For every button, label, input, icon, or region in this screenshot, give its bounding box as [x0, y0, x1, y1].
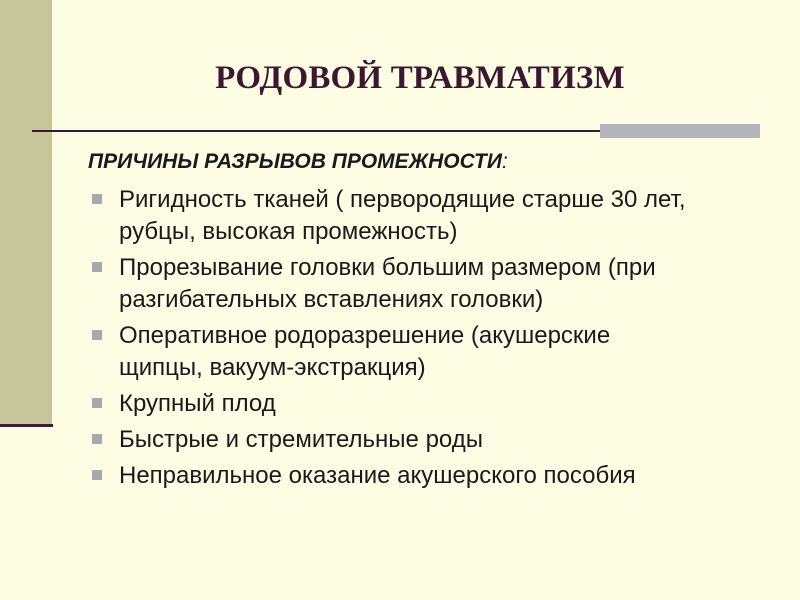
bullet-item	[88, 424, 778, 456]
square-bullet-icon	[92, 398, 102, 408]
bullet-text-line-2: щипцы, вакуум-экстракция)	[119, 354, 426, 381]
bullet-list	[88, 184, 778, 496]
bullet-item	[88, 460, 778, 492]
bullet-text-line-1: Оперативное родоразрешение (акушерские	[119, 322, 611, 349]
title-divider-line	[32, 130, 600, 132]
bullet-item	[88, 252, 778, 316]
bullet-text-line-2: разгибательных вставлениях головки)	[119, 286, 544, 313]
slide-title: РОДОВОЙ ТРАВМАТИЗМ	[215, 60, 625, 96]
bullet-text-line-1: Неправильное оказание акушерского пособия	[119, 462, 636, 489]
subtitle-text: ПРИЧИНЫ РАЗРЫВОВ ПРОМЕЖНОСТИ	[88, 150, 502, 173]
bullet-text-line-2: рубцы, высокая промежность)	[119, 218, 458, 245]
title-divider-accent-bar	[600, 124, 760, 138]
bullet-text-line-1: Прорезывание головки большим размером (при	[119, 254, 656, 281]
square-bullet-icon	[92, 330, 102, 340]
bullet-item	[88, 388, 778, 420]
side-band-underline	[0, 424, 53, 427]
square-bullet-icon	[92, 470, 102, 480]
subtitle-colon: :	[501, 150, 508, 173]
square-bullet-icon	[92, 434, 102, 444]
square-bullet-icon	[92, 194, 102, 204]
square-bullet-icon	[92, 262, 102, 272]
bullet-item	[88, 184, 778, 248]
bullet-item	[88, 320, 778, 384]
bullet-text-line-1: Быстрые и стремительные роды	[119, 426, 483, 453]
side-band-decoration	[0, 0, 52, 426]
bullet-text-line-1: Крупный плод	[119, 390, 276, 417]
bullet-text-line-1: Ригидность тканей ( первородящие старше 30 лет,	[119, 186, 686, 213]
slide-subtitle	[88, 149, 508, 175]
